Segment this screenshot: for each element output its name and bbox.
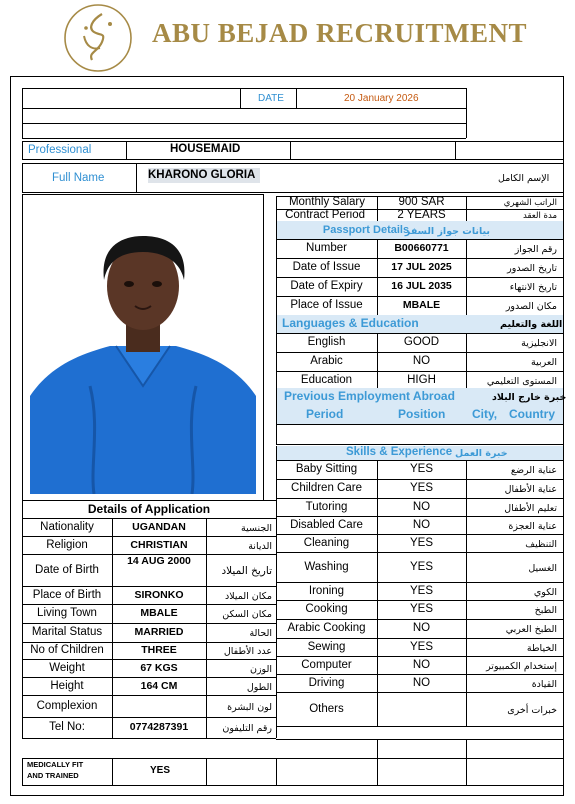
skills-row-11-label-ar: القيادة bbox=[531, 679, 557, 690]
employment-title-ar: خبرة خارج البلاد bbox=[492, 392, 567, 403]
application-row-6-value: THREE bbox=[141, 644, 177, 656]
passport-row-1-label-ar: تاريخ الصدور bbox=[507, 263, 557, 274]
skills-row-2-label-ar: تعليم الأطفال bbox=[504, 503, 557, 514]
skills-row-8-label: Arabic Cooking bbox=[287, 622, 366, 634]
skills-row-3-label-ar: عناية العجزة bbox=[508, 521, 557, 532]
skills-row-9-value: YES bbox=[409, 641, 433, 653]
languages-row-1-label-ar: العربية bbox=[531, 357, 557, 368]
skills-row-1-label: Children Care bbox=[291, 482, 362, 494]
application-row-4-value: MBALE bbox=[140, 607, 178, 619]
passport-row-2-value: 16 JUL 2035 bbox=[391, 280, 452, 292]
languages-row-2-label-ar: المستوى التعليمي bbox=[486, 376, 557, 387]
skills-row-6-value: YES bbox=[409, 585, 433, 597]
passport-row-1-label: Date of Issue bbox=[292, 261, 361, 273]
application-row-8-label-ar: الطول bbox=[246, 682, 272, 693]
passport-row-2-label-ar: تاريخ الانتهاء bbox=[509, 282, 557, 293]
salary-label: Monthly Salary bbox=[288, 196, 365, 208]
application-row-0-label-ar: الجنسية bbox=[241, 523, 272, 534]
date-value: 20 January 2026 bbox=[344, 93, 419, 104]
candidate-photo bbox=[30, 196, 256, 494]
passport-row-0-label-ar: رقم الجواز bbox=[514, 244, 557, 255]
brand-name: ABU BEJAD RECRUITMENT bbox=[152, 18, 528, 48]
skills-row-9-label: Sewing bbox=[307, 641, 346, 653]
application-row-9-label: Complexion bbox=[36, 700, 98, 712]
employment-col-city: City, bbox=[472, 407, 498, 421]
languages-row-0-value: GOOD bbox=[403, 336, 440, 348]
salary-label-ar: الراتب الشهري bbox=[503, 198, 557, 208]
skills-row-12-label-ar: خبرات أخرى bbox=[507, 705, 557, 716]
skills-row-10-value: NO bbox=[412, 659, 431, 671]
skills-title: Skills & Experience bbox=[346, 446, 453, 458]
passport-row-3-label-ar: مكان الصدور bbox=[505, 301, 557, 312]
skills-row-5-label-ar: الغسيل bbox=[528, 563, 557, 574]
languages-row-0-label: English bbox=[307, 336, 346, 348]
application-row-8-value: 164 CM bbox=[140, 680, 178, 692]
application-row-2-label: Date of Birth bbox=[35, 564, 99, 576]
application-row-10-value: 0774287391 bbox=[129, 721, 189, 733]
employment-col-position: Position bbox=[398, 407, 446, 421]
skills-row-1-label-ar: عناية الأطفال bbox=[504, 484, 557, 495]
application-row-9-label-ar: لون البشرة bbox=[227, 702, 272, 713]
passport-row-1-value: 17 JUL 2025 bbox=[391, 261, 452, 273]
skills-row-10-label-ar: إستخدام الكمبيوتر bbox=[486, 661, 557, 672]
skills-row-4-value: YES bbox=[409, 537, 433, 549]
application-row-6-label: No of Children bbox=[30, 644, 104, 656]
application-row-1-label: Religion bbox=[46, 539, 88, 551]
contract-value: 2 YEARS bbox=[397, 209, 446, 221]
contract-label-ar: مدة العقد bbox=[523, 211, 557, 221]
skills-row-3-value: NO bbox=[412, 519, 431, 531]
skills-row-3-label: Disabled Care bbox=[290, 519, 363, 531]
skills-row-9-label-ar: الخياطة bbox=[526, 643, 557, 654]
skills-row-7-label: Cooking bbox=[305, 603, 348, 615]
application-row-4-label: Living Town bbox=[37, 607, 97, 619]
application-row-5-label-ar: الحالة bbox=[249, 628, 272, 639]
skills-row-10-label: Computer bbox=[301, 659, 352, 671]
application-row-3-label: Place of Birth bbox=[32, 589, 102, 601]
skills-row-8-value: NO bbox=[412, 622, 431, 634]
skills-row-4-label: Cleaning bbox=[303, 537, 350, 549]
application-row-10-label: Tel No: bbox=[49, 721, 85, 733]
application-title: Details of Application bbox=[87, 502, 211, 516]
languages-row-2-label: Education bbox=[300, 374, 353, 386]
application-row-6-label-ar: عدد الأطفال bbox=[223, 646, 272, 657]
passport-row-2-label: Date of Expiry bbox=[290, 280, 363, 292]
skills-row-0-label: Baby Sitting bbox=[295, 463, 358, 475]
application-row-7-label-ar: الوزن bbox=[249, 664, 272, 675]
salary-value: 900 SAR bbox=[398, 196, 445, 208]
application-row-2-label-ar: تاريخ الميلاد bbox=[221, 565, 272, 577]
profession-label: Professional bbox=[28, 144, 92, 156]
passport-row-3-value: MBALE bbox=[402, 299, 441, 311]
skills-row-6-label: Ironing bbox=[308, 585, 345, 597]
brand-logo bbox=[62, 2, 134, 74]
application-row-0-label: Nationality bbox=[40, 521, 94, 533]
skills-row-5-value: YES bbox=[409, 561, 433, 573]
skills-row-4-label-ar: التنظيف bbox=[525, 539, 557, 550]
application-row-5-label: Marital Status bbox=[31, 626, 103, 638]
application-row-10-label-ar: رقم التليفون bbox=[222, 723, 272, 734]
passport-title: Passport Details bbox=[322, 224, 410, 236]
languages-row-2-value: HIGH bbox=[407, 374, 436, 386]
employment-col-country: Country bbox=[509, 407, 555, 421]
skills-row-2-label: Tutoring bbox=[305, 501, 348, 513]
application-row-3-value: SIRONKO bbox=[134, 589, 184, 601]
languages-row-1-label: Arabic bbox=[310, 355, 343, 367]
languages-title: Languages & Education bbox=[282, 316, 419, 330]
passport-title-ar: بيانات جواز السفر bbox=[404, 226, 490, 237]
contract-label: Contract Period bbox=[285, 209, 365, 221]
skills-row-0-value: YES bbox=[409, 463, 433, 475]
skills-row-5-label: Washing bbox=[304, 561, 349, 573]
skills-row-1-value: YES bbox=[409, 482, 433, 494]
languages-title-ar: اللغة والتعليم bbox=[500, 319, 563, 330]
profession-value: HOUSEMAID bbox=[170, 143, 241, 155]
application-row-7-label: Weight bbox=[49, 662, 85, 674]
application-row-1-label-ar: الديانة bbox=[248, 541, 272, 552]
languages-row-1-value: NO bbox=[412, 355, 431, 367]
medical-value: YES bbox=[150, 765, 171, 776]
application-row-7-value: 67 KGS bbox=[140, 662, 178, 674]
application-row-3-label-ar: مكان الميلاد bbox=[224, 591, 272, 602]
full-name-label: Full Name bbox=[52, 172, 105, 184]
full-name-label-ar: الإسم الكامل bbox=[498, 173, 550, 184]
date-label: DATE bbox=[258, 93, 284, 104]
application-row-2-value: 14 AUG 2000 bbox=[127, 555, 191, 567]
application-row-4-label-ar: مكان السكن bbox=[222, 609, 272, 620]
application-row-1-value: CHRISTIAN bbox=[130, 539, 188, 551]
skills-row-11-value: NO bbox=[412, 677, 431, 689]
skills-row-11-label: Driving bbox=[308, 677, 345, 689]
skills-row-2-value: NO bbox=[412, 501, 431, 513]
skills-row-0-label-ar: عناية الرضع bbox=[510, 465, 557, 476]
medical-label-1: MEDICALLY FIT bbox=[27, 760, 84, 769]
full-name-value: KHARONO GLORIA bbox=[148, 169, 256, 181]
passport-row-0-value: B00660771 bbox=[394, 242, 449, 254]
skills-title-ar: خبرة العمل bbox=[455, 448, 508, 459]
passport-row-0-label: Number bbox=[306, 242, 347, 254]
skills-row-6-label-ar: الكوي bbox=[533, 587, 557, 598]
application-row-5-value: MARRIED bbox=[134, 626, 184, 638]
medical-label-2: AND TRAINED bbox=[27, 771, 79, 780]
application-row-8-label: Height bbox=[50, 680, 84, 692]
skills-row-7-value: YES bbox=[409, 603, 433, 615]
employment-col-period: Period bbox=[306, 407, 344, 421]
application-row-0-value: UGANDAN bbox=[132, 521, 186, 533]
languages-row-0-label-ar: الانجليزية bbox=[521, 338, 557, 349]
employment-title: Previous Employment Abroad bbox=[284, 389, 455, 403]
skills-row-7-label-ar: الطبخ bbox=[534, 605, 557, 616]
skills-row-12-label: Others bbox=[309, 703, 344, 715]
passport-row-3-label: Place of Issue bbox=[290, 299, 363, 311]
skills-row-8-label-ar: الطبخ العربي bbox=[505, 624, 557, 635]
